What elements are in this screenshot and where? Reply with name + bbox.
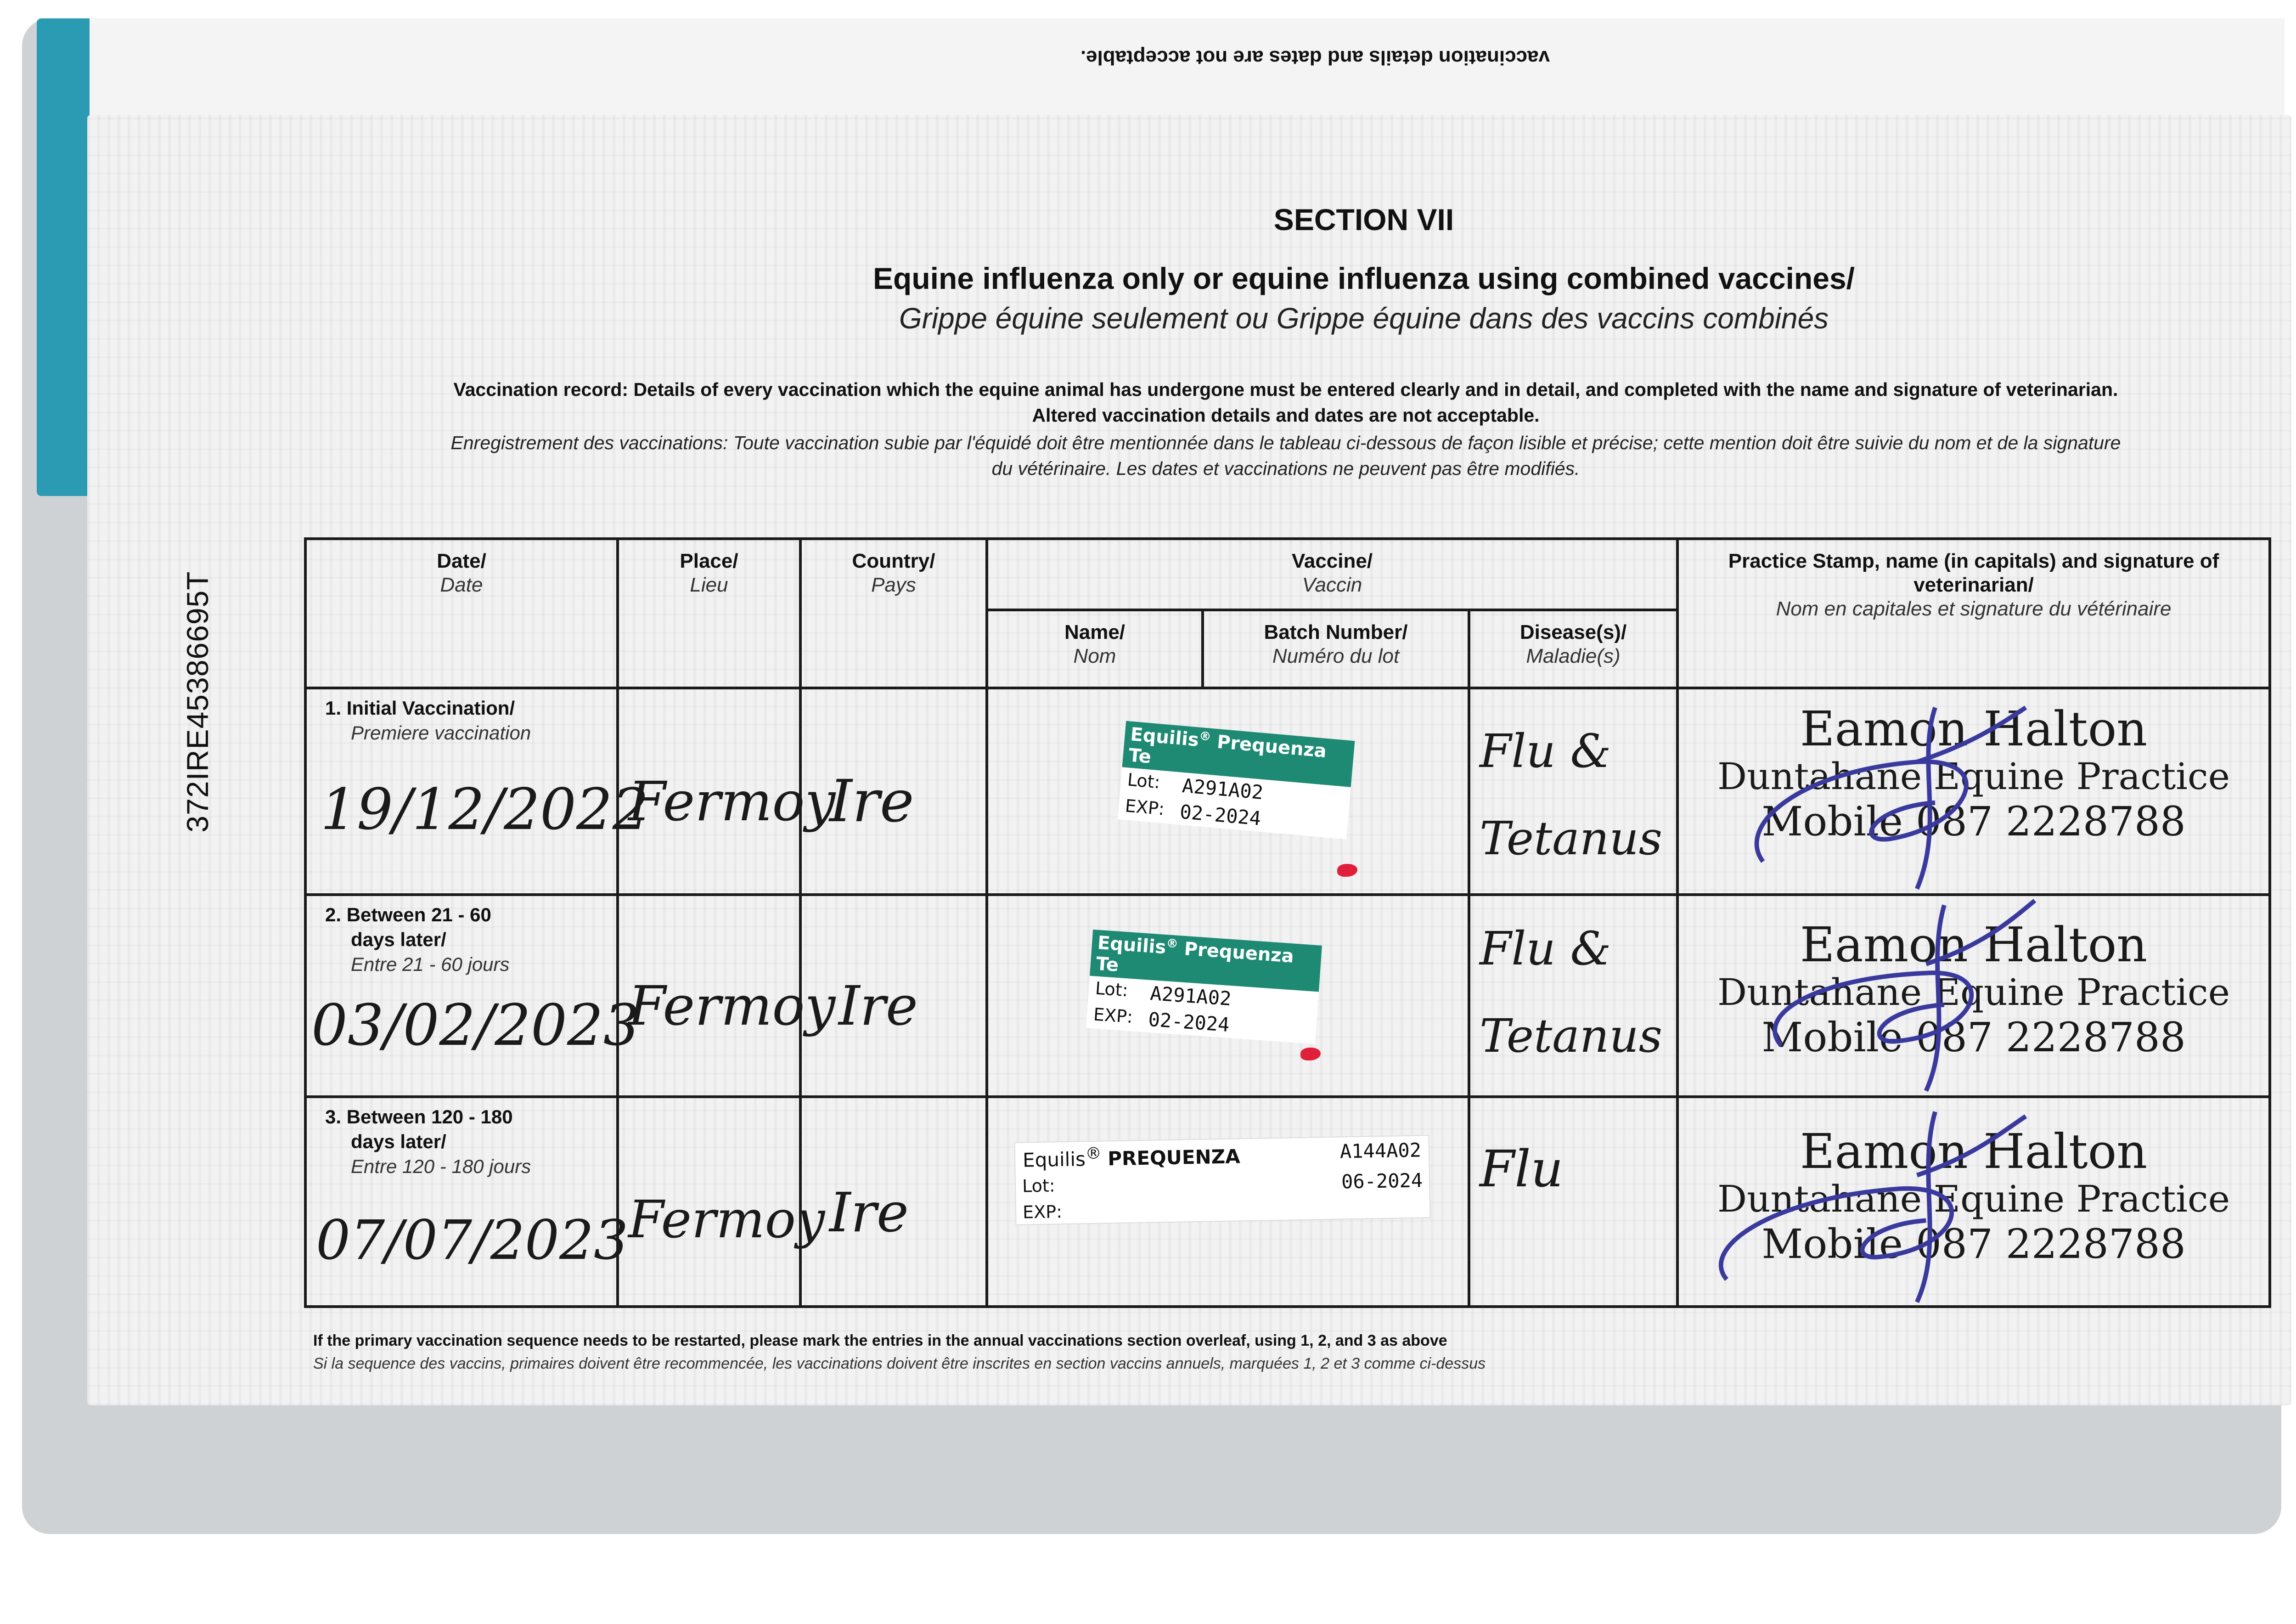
- row-date-cell: 2. Between 21 - 60 days later/ Entre 21 - 60 jours 03/02/2023: [305, 895, 618, 1097]
- row-country-cell: [800, 895, 987, 1097]
- row-stamp-cell: [1677, 688, 2270, 895]
- disease-handwritten: Flu & Tetanus: [1480, 922, 1663, 1063]
- disease-handwritten: Flu & Tetanus: [1480, 724, 1663, 865]
- header-stamp: Practice Stamp, name (in capitals) and signature of veterinarian/ Nom en capitales et signature du vétérinaire: [1677, 539, 2270, 688]
- row-disease-cell: [1469, 895, 1677, 1097]
- footnote-en: If the primary vaccination sequence needs to be restarted, please mark the entries in the annual vaccinations section overleaf, using 1, 2, and 3 as above: [313, 1332, 1447, 1349]
- row-disease-cell: [1469, 688, 1677, 895]
- date-handwritten: 03/02/2023: [311, 992, 640, 1059]
- row-place-cell: [618, 688, 836, 895]
- row-vaccine-cell: [987, 688, 1469, 895]
- header-date: Date/ Date: [305, 539, 618, 688]
- row-stamp-cell: [1677, 1097, 2270, 1307]
- vet-signature: [1679, 1098, 2268, 1305]
- vaccination-table: [304, 537, 2271, 1308]
- vaccine-sticker: Equilis® Prequenza Te Lot: A291A02 EXP: 02-2024: [1118, 721, 1355, 840]
- section-title: SECTION VII: [1273, 203, 1454, 237]
- passport-id: 372IRE45386695T: [180, 571, 214, 833]
- header-batch: Batch Number/ Numéro du lot: [1203, 610, 1469, 688]
- table-row: [305, 688, 2270, 895]
- row-stamp-cell: [1677, 895, 2270, 1097]
- practice-stamp: Eamon Halton Duntahane Equine Practice Mobile 087 2228788: [1717, 701, 2230, 845]
- vaccine-sticker: Equilis® Prequenza Te Lot: A291A02 EXP: 02-2024: [1086, 930, 1322, 1044]
- header-name: Name/ Nom: [987, 610, 1203, 688]
- sticker-mark: [1300, 1048, 1321, 1060]
- header-vaccine: Vaccine/ Vaccin: [987, 539, 1677, 610]
- practice-stamp: Eamon Halton Duntahane Equine Practice Mobile 087 2228788: [1717, 1123, 2230, 1268]
- page-title: Equine influenza only or equine influenza using combined vaccines/: [872, 261, 1855, 295]
- table-row: [305, 895, 2270, 1097]
- flipped-text: vaccination details and dates are not acceptable.: [1080, 46, 1550, 69]
- header-country: Country/ Pays: [800, 539, 987, 688]
- header-place: Place/ Lieu: [618, 539, 800, 688]
- header-disease: Disease(s)/ Maladie(s): [1469, 610, 1677, 688]
- passport-page: [87, 115, 2291, 1405]
- footnote-fr: Si la sequence des vaccins, primaires doivent être recommencée, les vaccinations doivent être inscrites en section vaccins annuels, marquées 1, 2 et 3 comme ci-dessus: [313, 1355, 1486, 1372]
- date-handwritten: 19/12/2022: [321, 777, 649, 843]
- row-disease-cell: [1469, 1097, 1677, 1307]
- place-handwritten: Fermoy: [628, 770, 836, 833]
- row-vaccine-cell: [987, 895, 1469, 1097]
- row-date-cell: 1. Initial Vaccination/ Premiere vaccination 19/12/2022: [305, 688, 618, 895]
- instructions-fr: Enregistrement des vaccinations: Toute vaccination subie par l'équidé doit être mentionnée dans le tableau ci-dessous de façon lisible et précise; cette mention doit être suivie du nom et de la signature du vétérinaire. Les dates et vaccinations ne peuvent pas être modifiés.: [450, 432, 2121, 479]
- page-subtitle: Grippe équine seulement ou Grippe équine dans des vaccins combinés: [899, 302, 1829, 335]
- vaccine-sticker: Equilis® PREQUENZA A144A02 Lot: 06-2024 EXP:: [1015, 1136, 1430, 1224]
- row-date-cell: 3. Between 120 - 180 days later/ Entre 120 - 180 jours 07/07/2023: [305, 1097, 618, 1307]
- vet-signature: [1679, 689, 2268, 893]
- country-handwritten: Ire: [829, 767, 914, 835]
- row-place-cell: [618, 895, 836, 1097]
- instructions-en: Vaccination record: Details of every vaccination which the equine animal has undergone must be entered clearly and in detail, and completed with the name and signature of veterinarian. Altered vaccination details and dates are not acceptable.: [453, 379, 2118, 426]
- row-place-cell: [618, 1097, 825, 1307]
- date-handwritten: 07/07/2023: [316, 1208, 629, 1272]
- country-handwritten: Ire: [829, 1181, 909, 1244]
- practice-stamp: Eamon Halton Duntahane Equine Practice Mobile 087 2228788: [1717, 917, 2230, 1061]
- place-handwritten: Fermoy: [628, 974, 836, 1038]
- disease-handwritten: Flu: [1480, 1139, 1564, 1198]
- sticker-mark: [1337, 864, 1357, 877]
- row-vaccine-cell: [987, 1097, 1469, 1307]
- country-handwritten: Ire: [838, 974, 918, 1038]
- vet-signature: [1679, 896, 2268, 1095]
- row-country-cell: [800, 1097, 987, 1307]
- place-handwritten: Fermoy: [628, 1190, 825, 1250]
- row-country-cell: [800, 688, 987, 895]
- table-row: [305, 1097, 2270, 1307]
